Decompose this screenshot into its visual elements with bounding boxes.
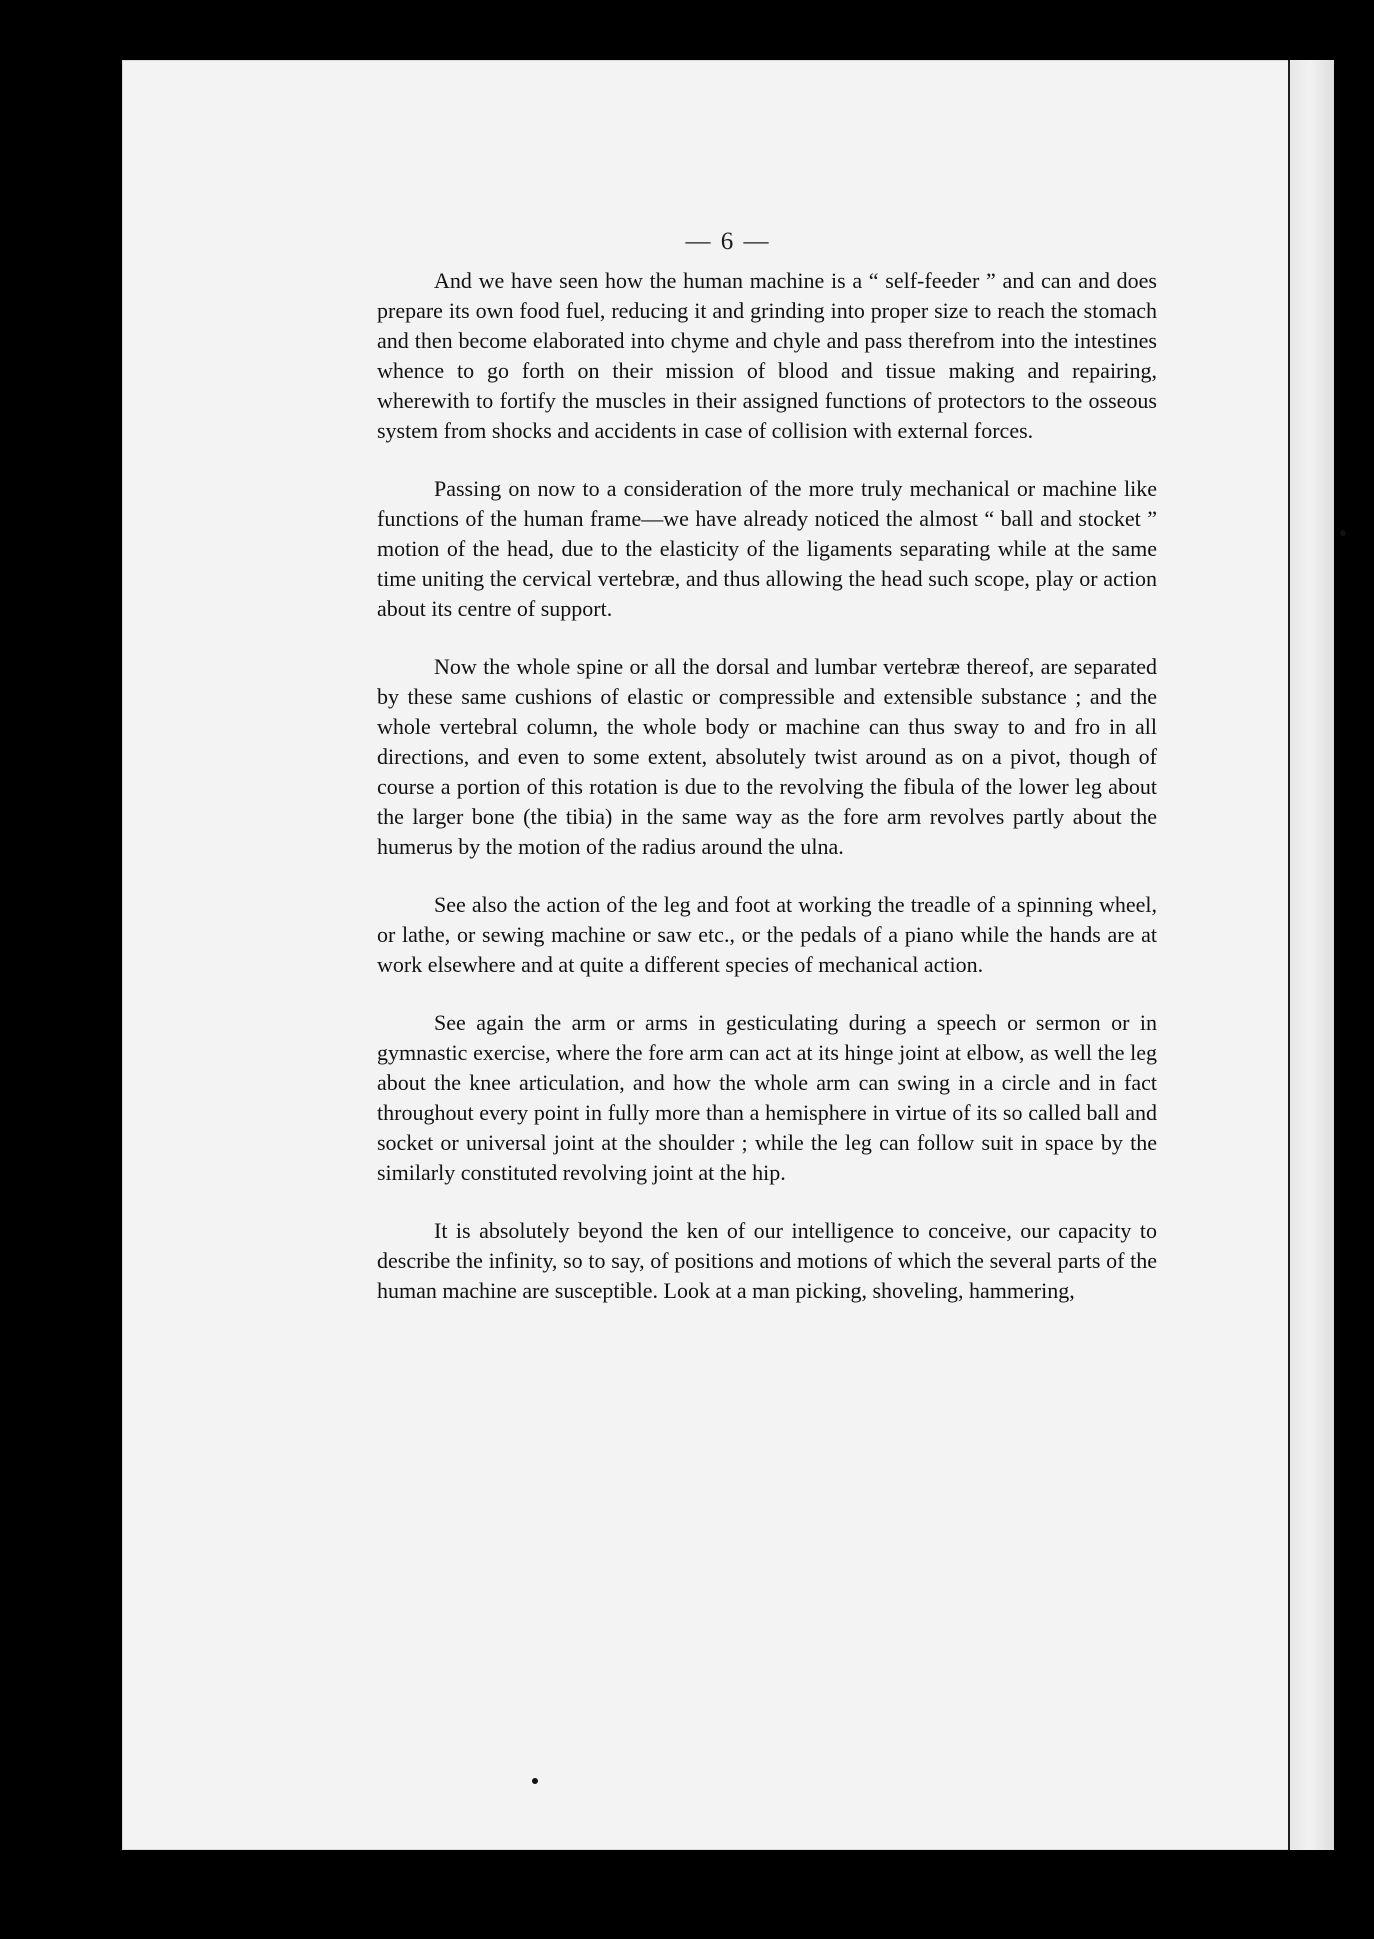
scanned-page: [122, 60, 1334, 1850]
page-binding-edge: [1288, 60, 1334, 1850]
paragraph-6: It is absolutely beyond the ken of our intelligence to conceive, our capacity to describe the infinity, so to say, of positions and motions of which the several parts of the human machine are susceptible. Look at a man picking, shoveling, hammering,: [377, 1218, 1157, 1303]
paragraph-2: Passing on now to a consideration of the more truly mechanical or machine like functions of the human frame—we have already noticed the almost “ ball and stocket ” motion of the head, due to the elasticity of the ligaments separating while at the same time uniting the cervical vertebræ, and thus allowing the head such scope, play or action about its centre of support.: [377, 476, 1157, 621]
paragraph-4: See also the action of the leg and foot at working the treadle of a spinning wheel, or lathe, or sewing machine or saw etc., or the pedals of a piano while the hands are at work elsewhere and at quite a different species of mechanical action.: [377, 892, 1157, 977]
page-number: — 6 —: [685, 228, 771, 255]
paragraph-1: And we have seen how the human machine is a “ self-feeder ” and can and does prepare its own food fuel, reducing it and grinding into proper size to reach the stomach and then become elaborated into chyme and chyle and pass therefrom into the intestines whence to go forth on their mission of blood and tissue making and repairing, wherewith to fortify the muscles in their assigned functions of protectors to the osseous system from shocks and accidents in case of collision with external forces.: [377, 268, 1157, 443]
scan-speck: [532, 1778, 538, 1784]
page-body-text: [377, 266, 1157, 1334]
scan-speck: [1340, 530, 1346, 536]
paragraph-5: See again the arm or arms in gesticulating during a speech or sermon or in gymnastic exercise, where the fore arm can act at its hinge joint at elbow, as well the leg about the knee articulation, and how the whole arm can swing in a circle and in fact throughout every point in fully more than a hemisphere in virtue of its so called ball and socket or universal joint at the shoulder ; while the leg can follow suit in space by the similarly constituted revolving joint at the hip.: [377, 1010, 1157, 1185]
paragraph-3: Now the whole spine or all the dorsal and lumbar vertebræ thereof, are separated by these same cushions of elastic or compressible and extensible substance ; and the whole vertebral column, the whole body or machine can thus sway to and fro in all directions, and even to some extent, absolutely twist around as on a pivot, though of course a portion of this rotation is due to the revolving the fibula of the lower leg about the larger bone (the tibia) in the same way as the fore arm revolves partly about the humerus by the motion of the radius around the ulna.: [377, 654, 1157, 859]
